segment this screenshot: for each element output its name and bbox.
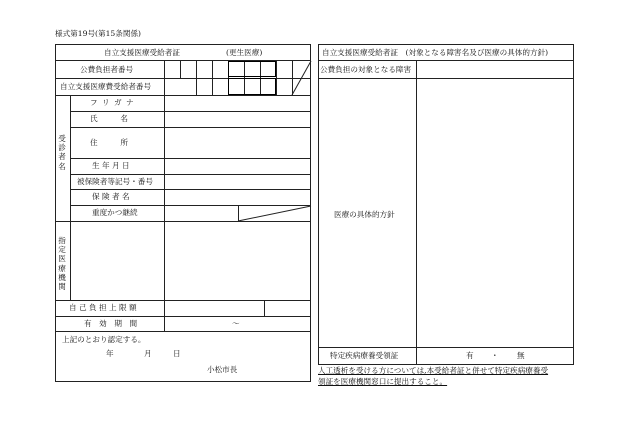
- insurer-label: 保 険 者 名: [92, 192, 130, 201]
- limit-label: 自 己 負 担 上 限 額: [69, 303, 137, 312]
- furigana-label: フ リ ガ ナ: [90, 98, 135, 107]
- specified-yes: 有: [466, 351, 474, 360]
- validity-tilde: 〜: [232, 319, 240, 328]
- public-burden-no-label: 公費負担者番号: [80, 65, 134, 74]
- birthdate-label: 生 年 月 日: [92, 161, 130, 170]
- severe-label: 重度かつ継続: [92, 208, 138, 217]
- date-month: 月: [144, 349, 152, 358]
- certify-text: 上記のとおり認定する。: [62, 335, 146, 344]
- recipient-no-label: 自立支援医療費受給者番号: [60, 82, 152, 91]
- address-label: 住 所: [90, 138, 128, 147]
- note-line-2: 領証を医療機関窓口に提出すること。: [318, 377, 448, 386]
- specified-dot: ・: [491, 351, 499, 360]
- mayor-name: 小松市長: [207, 365, 238, 374]
- insured-no-label: 被保険者等記号・番号: [77, 177, 153, 186]
- left-title: 自立支援医療受給者証: [104, 48, 180, 57]
- note-line-1: 人工透析を受ける方については,本受給者証と併せて特定疾病療養受: [318, 366, 549, 375]
- form-number: 様式第19号(第15条関係): [55, 29, 141, 38]
- validity-label: 有 効 期 間: [84, 319, 138, 328]
- policy-label: 医療の具体的方針: [334, 210, 395, 219]
- patient-section-label: 受診者名: [58, 134, 66, 171]
- disability-label: 公費負担の対象となる障害: [320, 65, 412, 74]
- right-title: 自立支援医療受給者証 (対象となる障害名及び医療の具体的方針): [322, 48, 549, 57]
- institution-label: 指定医療機関: [58, 236, 66, 292]
- specified-no: 無: [517, 351, 525, 360]
- name-label: 氏 名: [90, 114, 128, 123]
- left-title-sub: (更生医療): [226, 48, 263, 57]
- date-year: 年: [106, 349, 114, 358]
- right-certificate: [318, 44, 574, 365]
- date-day: 日: [173, 349, 181, 358]
- specified-label: 特定疾病療養受領証: [330, 351, 399, 360]
